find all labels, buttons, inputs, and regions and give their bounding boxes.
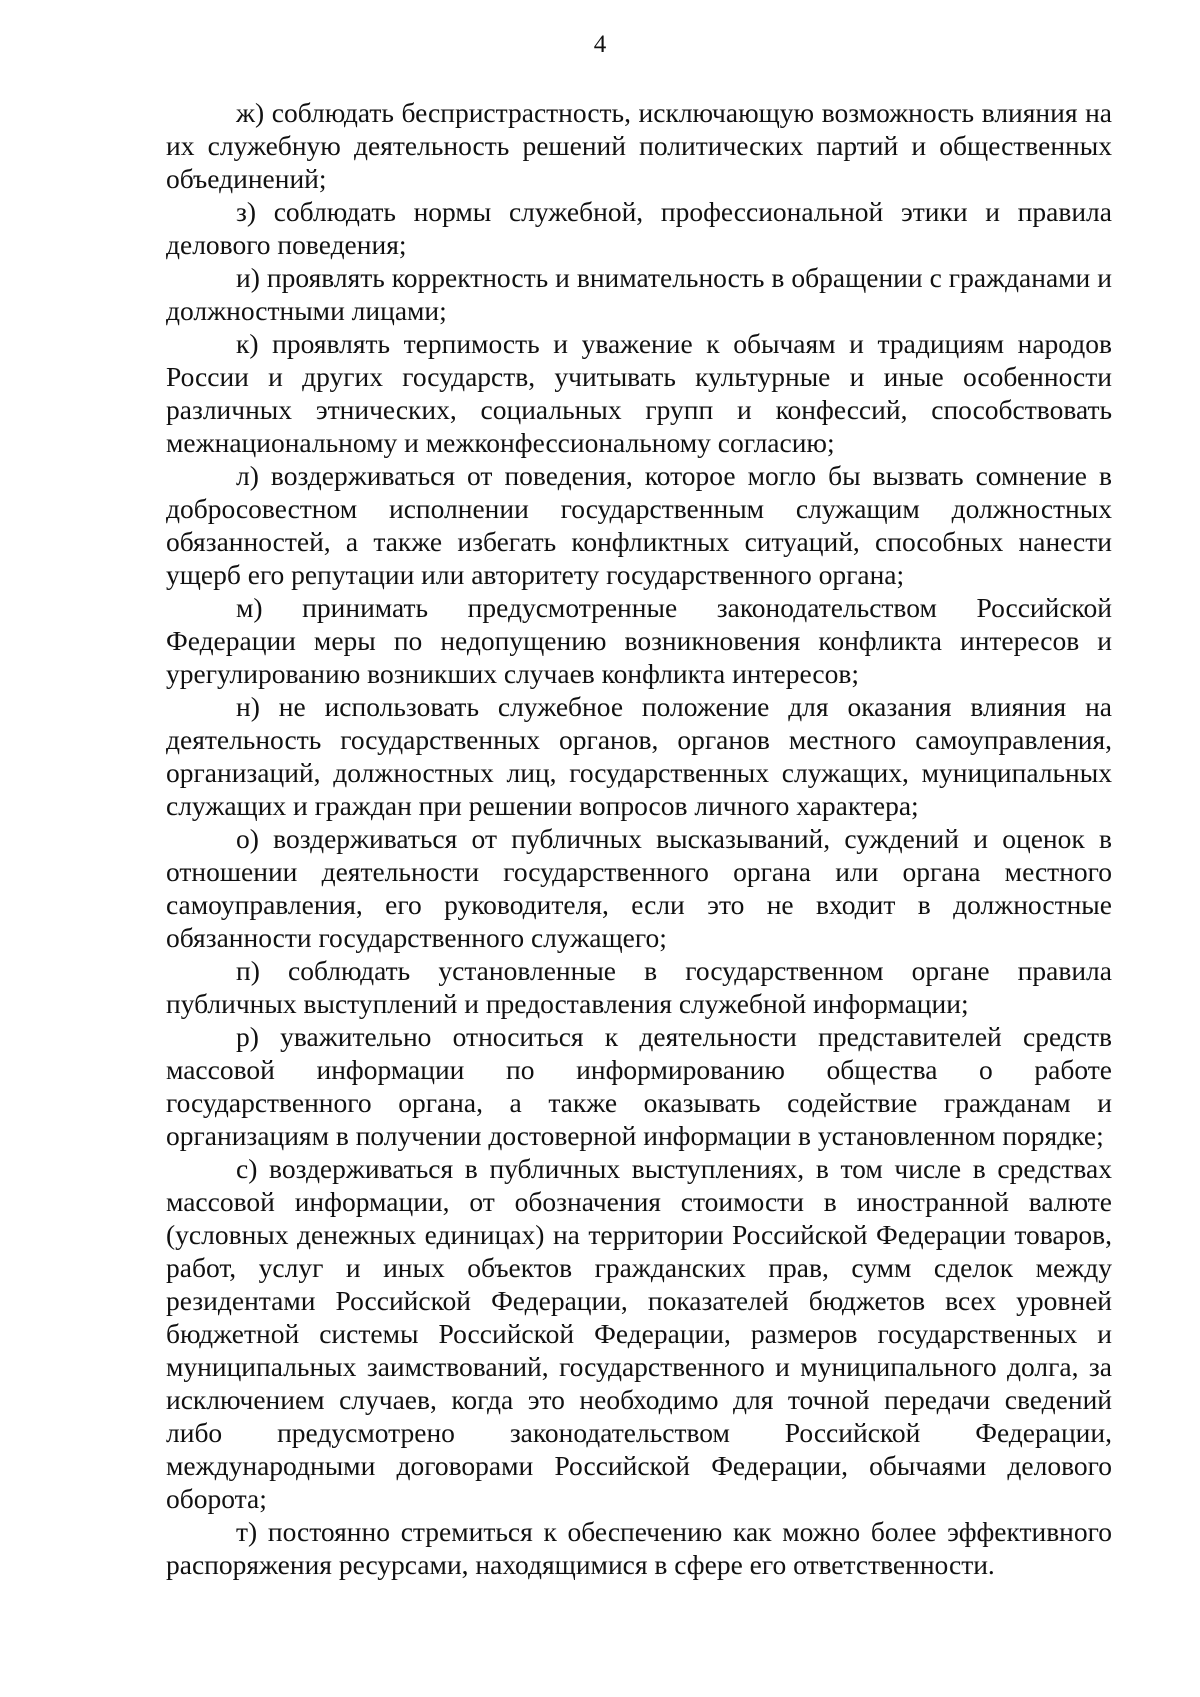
paragraph-t: т) постоянно стремиться к обеспечению как можно более эффективного распоряжения ресурсами, находящимися в сфере его ответственности. (166, 1516, 1112, 1580)
paragraph-s: с) воздерживаться в публичных выступлениях, в том числе в средствах массовой информации, от обозначения стоимости в иностранной валюте (условных денежных единицах) на территории Российской Федерации товаров, работ, услуг и иных объектов гражданских прав, сумм сделок между резидентами Российской Федерации, показателей бюджетов всех уровней бюджетной системы Российской Федерации, размеров государственных и муниципальных заимствований, государственного и муниципального долга, за исключением случаев, когда это необходимо для точной передачи сведений либо предусмотрено законодательством Российской Федерации, международными договорами Российской Федерации, обычаями делового оборота; (166, 1153, 1112, 1514)
paragraph-n: н) не использовать служебное положение для оказания влияния на деятельность государственных органов, органов местного самоуправления, организаций, должностных лиц, государственных служащих, муниципальных служащих и граждан при решении вопросов личного характера; (166, 691, 1112, 821)
paragraph-m: м) принимать предусмотренные законодательством Российской Федерации меры по недопущению возникновения конфликта интересов и урегулированию возникших случаев конфликта интересов; (166, 592, 1112, 689)
paragraph-o: о) воздерживаться от публичных высказываний, суждений и оценок в отношении деятельности государственного органа или органа местного самоуправления, его руководителя, если это не входит в должностные обязанности государственного служащего; (166, 823, 1112, 953)
paragraph-i: и) проявлять корректность и внимательность в обращении с гражданами и должностными лицами; (166, 262, 1112, 326)
page-number: 4 (593, 31, 607, 58)
paragraph-k: к) проявлять терпимость и уважение к обычаям и традициям народов России и других государств, учитывать культурные и иные особенности различных этнических, социальных групп и конфессий, способствовать межнациональному и межконфессиональному согласию; (166, 328, 1112, 458)
paragraph-l: л) воздерживаться от поведения, которое могло бы вызвать сомнение в добросовестном исполнении государственным служащим должностных обязанностей, а также избегать конфликтных ситуаций, способных нанести ущерб его репутации или авторитету государственного органа; (166, 460, 1112, 590)
paragraph-z: з) соблюдать нормы служебной, профессиональной этики и правила делового поведения; (166, 196, 1112, 260)
paragraph-zh: ж) соблюдать беспристрастность, исключающую возможность влияния на их служебную деятельность решений политических партий и общественных объединений; (166, 97, 1112, 194)
document-body (166, 96, 1112, 1581)
paragraph-r: р) уважительно относиться к деятельности представителей средств массовой информации по информированию общества о работе государственного органа, а также оказывать содействие гражданам и организациям в получении достоверной информации в установленном порядке; (166, 1021, 1112, 1151)
paragraph-p: п) соблюдать установленные в государственном органе правила публичных выступлений и предоставления служебной информации; (166, 955, 1112, 1019)
